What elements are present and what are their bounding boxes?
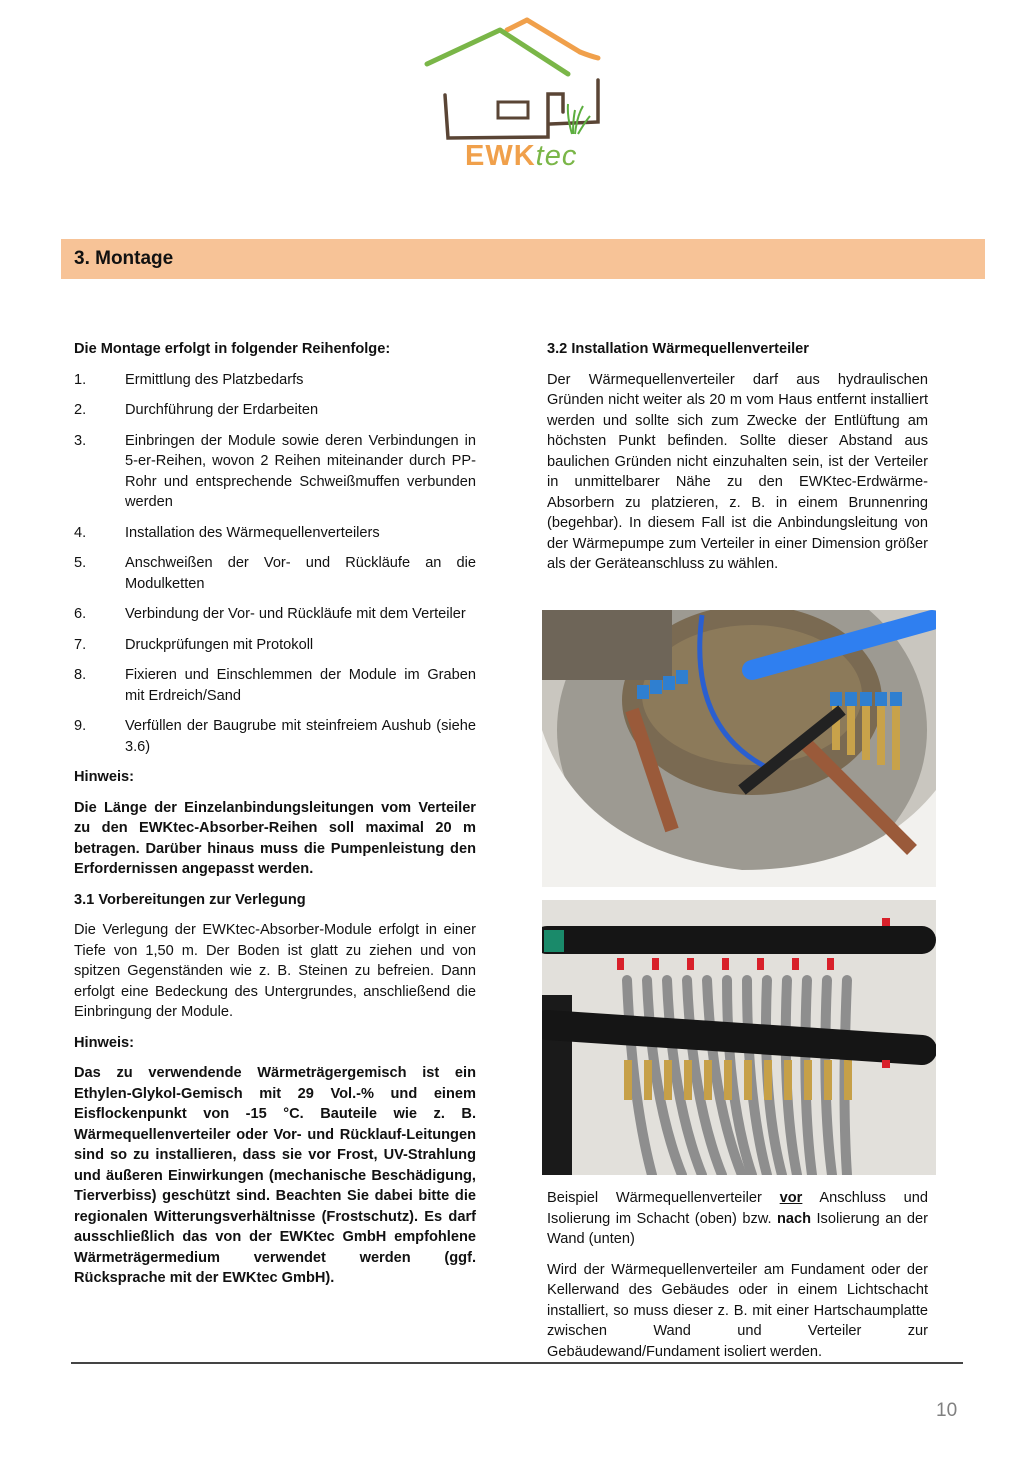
step-number: 3. <box>74 432 87 449</box>
list-item <box>74 635 476 656</box>
note-text: Das zu verwendende Wärmeträgergemisch ist ein Ethylen-Glykol-Gemisch mit 29 Vol.-% und einem Eisflockenpunkt von -15 °C. Bauteile wie z. B. Wärmequellenverteiler oder Vor- und Rücklauf-Leitungen sind so zu installieren, dass sie vor Frost, UV-Strahlung und äußeren Einwirkungen (mechanische Beschädigung, Tierverbiss) geschützt sind. Beachten Sie dabei bitte die regionalen Witterungsverhältnisse (Frostschutz). Es darf ausschließlich das von der EWKtec GmbH empfohlene Wärmeträgermedium verwendet werden (ggf. Rücksprache mit der EWKtec GmbH). <box>74 1065 476 1286</box>
subsection-3-2-text: Der Wärmequellenverteiler darf aus hydraulischen Gründen nicht weiter als 20 m vom Haus entfernt installiert werden und sollte sich zum Zwecke der Entlüftung am höchsten Punkt befinden. Sollte dieser Abstand aus baulichen Gründen nicht einzuhalten sein, ist der Verteiler in unmittelbarer Nähe zu den EWKtec-Erdwärme-Absorbern zu platzieren, z. B. in einem Brunnenring (begehbar). In diesem Fall ist die Anbindungsleitung von der Wärmepumpe zum Verteiler in einer Dimension größer als der Geräteanschluss zu wählen. <box>547 371 928 572</box>
photo-caption <box>547 1188 928 1250</box>
subsection-3-1-title: 3.1 Vorbereitungen zur Verlegung <box>74 891 306 908</box>
step-number: 1. <box>74 371 87 388</box>
step-text: Einbringen der Module sowie deren Verbindungen in 5-er-Reihen, wovon 2 Reihen miteinander durch PP-Rohr und entsprechende Schweißmuffen verbunden werden <box>125 432 476 510</box>
caption-text: Anschluss und Isolierung im Schacht (oben) bzw. <box>547 1190 928 1227</box>
step-number: 7. <box>74 636 87 653</box>
caption-text: Isolierung an der Wand (unten) <box>547 1210 928 1247</box>
steps-intro: Die Montage erfolgt in folgender Reihenfolge: <box>74 341 391 357</box>
note-label: Hinweis: <box>74 769 135 785</box>
note-text: Die Länge der Einzelanbindungsleitungen vom Verteiler zu den EWKtec-Absorber-Reihen soll maximal 20 m betragen. Darüber hinaus muss die Pumpenleistung den Erfordernissen angepasst werden. <box>74 799 476 877</box>
list-item <box>74 523 476 544</box>
caption-emphasis-vor: vor <box>779 1190 803 1206</box>
footer-rule <box>71 1362 963 1364</box>
photo-distributor-on-wall <box>542 900 936 1175</box>
ewktec-logo <box>415 12 610 180</box>
section-header-bar <box>61 239 985 279</box>
step-text: Ermittlung des Platzbedarfs <box>125 371 304 388</box>
left-column <box>74 339 476 1299</box>
subsection-3-2-title: 3.2 Installation Wärmequellenverteiler <box>547 341 809 357</box>
note-label: Hinweis: <box>74 1034 135 1051</box>
list-item <box>74 370 476 391</box>
step-text: Anschweißen der Vor- und Rückläufe an die Modulketten <box>125 555 476 592</box>
list-item <box>74 553 476 594</box>
step-text: Verfüllen der Baugrube mit steinfreiem Aushub (siehe 3.6) <box>125 718 476 755</box>
step-number: 8. <box>74 667 87 683</box>
photo-distributor-in-shaft <box>542 610 936 887</box>
steps-list <box>74 370 476 758</box>
step-number: 6. <box>74 606 87 622</box>
step-number: 4. <box>74 524 87 541</box>
list-item <box>74 716 476 757</box>
logo-wordmark <box>465 140 577 173</box>
subsection-3-1-text: Die Verlegung der EWKtec-Absorber-Module erfolgt in einer Tiefe von 1,50 m. Der Boden ist glatt zu ziehen und von spitzen Gegenständen wie z. B. Steinen zu befreien. Dann erfolgt eine Bedeckung des Untergrundes, anschließend die Einbringung der Module. <box>74 922 476 1020</box>
list-item <box>74 431 476 513</box>
step-text: Fixieren und Einschlemmen der Module im Graben mit Erdreich/Sand <box>125 667 476 704</box>
step-text: Installation des Wärmequellenverteilers <box>125 524 380 541</box>
step-number: 2. <box>74 402 87 418</box>
logo-brand-main: EWK <box>465 140 536 172</box>
photo-caption-block <box>547 1188 928 1372</box>
step-text: Verbindung der Vor- und Rückläufe mit dem Verteiler <box>125 606 466 622</box>
step-number: 5. <box>74 555 87 571</box>
caption-text: Beispiel Wärmequellenverteiler <box>547 1190 780 1206</box>
caption-emphasis-nach: nach <box>777 1210 812 1227</box>
section-title: 3. Montage <box>74 248 174 269</box>
page-number: 10 <box>936 1400 958 1421</box>
step-text: Durchführung der Erdarbeiten <box>125 402 319 418</box>
closing-paragraph: Wird der Wärmequellenverteiler am Fundament oder der Kellerwand des Gebäudes oder in einem Lichtschacht installiert, so muss dieser z. B. mit einer Hartschaumplatte zwischen Wand und Verteiler zur Gebäudewand/Fundament isoliert werden. <box>547 1261 928 1360</box>
list-item <box>74 400 476 421</box>
step-text: Druckprüfungen mit Protokoll <box>125 636 314 653</box>
list-item <box>74 604 476 625</box>
step-number: 9. <box>74 718 87 734</box>
right-column <box>547 339 928 585</box>
list-item <box>74 665 476 706</box>
logo-brand-suffix: tec <box>535 140 578 172</box>
